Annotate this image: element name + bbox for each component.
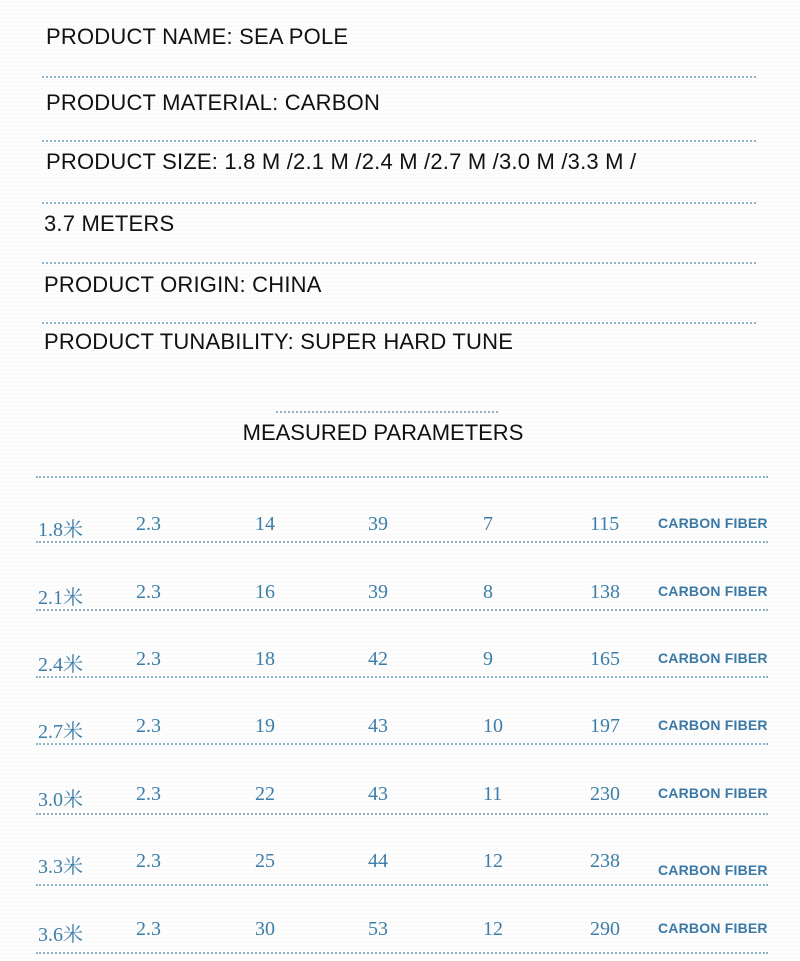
product-size-continued: 3.7 METERS	[44, 211, 175, 236]
table-cell: 2.3	[136, 581, 161, 603]
table-cell: 2.3	[136, 648, 161, 670]
product-tunability: PRODUCT TUNABILITY: SUPER HARD TUNE	[44, 329, 514, 354]
table-cell: 7	[483, 513, 493, 535]
table-cell: 14	[255, 513, 275, 535]
table-cell: 19	[255, 715, 275, 737]
length-cell: 2.7米	[38, 721, 83, 743]
row-divider	[36, 676, 768, 678]
table-cell: 11	[483, 783, 503, 805]
table-cell: 238	[590, 850, 620, 872]
length-cell: 1.8米	[38, 519, 83, 541]
table-cell: 39	[368, 513, 388, 535]
material-cell: CARBON FIBER	[658, 717, 768, 733]
row-divider	[36, 609, 768, 611]
table-cell: 16	[255, 581, 275, 603]
product-name: PRODUCT NAME: SEA POLE	[46, 24, 349, 49]
product-material: PRODUCT MATERIAL: CARBON	[46, 90, 381, 115]
table-row	[0, 513, 800, 553]
table-cell: 115	[590, 513, 620, 535]
row-divider	[36, 952, 768, 954]
table-cell: 42	[368, 648, 388, 670]
table-cell: 2.3	[136, 918, 161, 940]
table-cell: 12	[483, 850, 503, 872]
table-cell: 25	[255, 850, 275, 872]
product-size: PRODUCT SIZE: 1.8 M /2.1 M /2.4 M /2.7 M /3.0 M /3.3 M /	[46, 149, 637, 174]
table-cell: 230	[590, 783, 620, 805]
table-cell: 138	[590, 581, 620, 603]
table-cell: 2.3	[136, 850, 161, 872]
section-title: MEASURED PARAMETERS	[242, 420, 524, 445]
material-cell: CARBON FIBER	[658, 920, 768, 936]
length-cell: 2.4米	[38, 654, 83, 676]
table-cell: 165	[590, 648, 620, 670]
table-row	[0, 581, 800, 621]
material-cell: CARBON FIBER	[658, 583, 768, 599]
table-row	[0, 715, 800, 755]
table-cell: 53	[368, 918, 388, 940]
table-cell: 2.3	[136, 715, 161, 737]
table-cell: 43	[368, 715, 388, 737]
row-divider	[36, 813, 768, 815]
length-cell: 3.3米	[38, 856, 83, 878]
material-cell: CARBON FIBER	[658, 785, 768, 801]
table-cell: 44	[368, 850, 388, 872]
length-cell: 2.1米	[38, 587, 83, 609]
material-cell: CARBON FIBER	[658, 862, 768, 878]
length-cell: 3.0米	[38, 789, 83, 811]
material-cell: CARBON FIBER	[658, 650, 768, 666]
table-cell: 2.3	[136, 513, 161, 535]
table-cell: 2.3	[136, 783, 161, 805]
table-cell: 10	[483, 715, 503, 737]
table-cell: 8	[483, 581, 493, 603]
material-cell: CARBON FIBER	[658, 515, 768, 531]
row-divider	[36, 884, 768, 886]
table-row	[0, 648, 800, 688]
table-cell: 290	[590, 918, 620, 940]
table-cell: 43	[368, 783, 388, 805]
table-cell: 9	[483, 648, 493, 670]
table-row	[0, 783, 800, 823]
row-divider	[36, 743, 768, 745]
table-cell: 30	[255, 918, 275, 940]
row-divider	[36, 541, 768, 543]
table-cell: 22	[255, 783, 275, 805]
product-origin: PRODUCT ORIGIN: CHINA	[44, 272, 322, 297]
table-cell: 12	[483, 918, 503, 940]
table-cell: 197	[590, 715, 620, 737]
length-cell: 3.6米	[38, 924, 83, 946]
table-cell: 39	[368, 581, 388, 603]
table-cell: 18	[255, 648, 275, 670]
